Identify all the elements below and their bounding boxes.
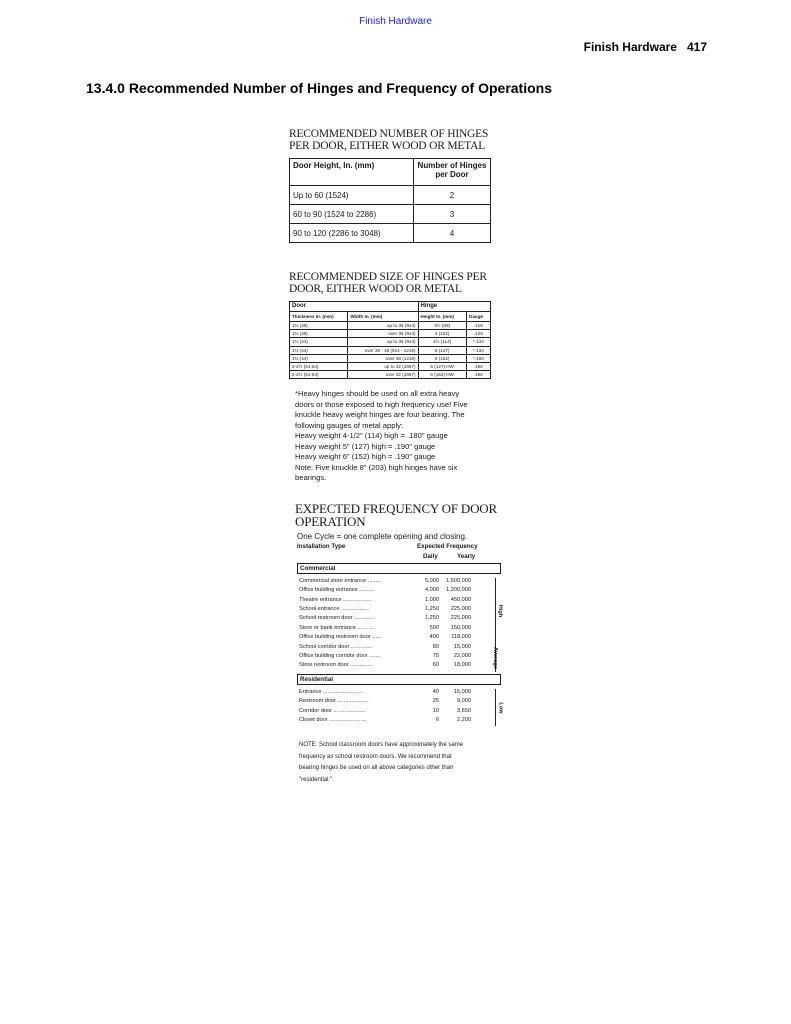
door-height-cell: 60 to 90 (1524 to 2286): [290, 205, 414, 224]
gauge-cell: .119: [466, 322, 490, 330]
hinge-group-header: Hinge: [418, 302, 490, 312]
gauge-cell: *.134: [466, 346, 490, 354]
daily-value: 1,250: [425, 605, 439, 612]
hinge-size-note: [295, 389, 500, 484]
installation-name: School corridor door ..............: [299, 643, 373, 650]
gauge-cell: .129: [466, 330, 490, 338]
hinge-count-row: [290, 224, 491, 243]
door-height-cell: 90 to 120 (2286 to 3048): [290, 224, 414, 243]
width-cell: up to 36 (914): [348, 322, 418, 330]
yearly-value: 15,000: [453, 643, 471, 650]
yearly-value: 15,000: [453, 688, 471, 695]
note-line: Note: Five knuckle 8" (203) high hinges have six: [295, 462, 458, 472]
note-line: bearing hinges be used on all above categories other than: [299, 765, 454, 772]
yearly-value: 1,200,000: [446, 587, 471, 594]
installation-name: Office building corridor door .......: [299, 652, 381, 659]
daily-value: 1,250: [425, 615, 439, 622]
hinge-count-heading: RECOMMENDED NUMBER OF HINGES PER DOOR, EITHER WOOD OR METAL: [289, 128, 489, 152]
hinge-number-cell: 2: [414, 186, 491, 205]
daily-value: 80: [432, 643, 439, 650]
yearly-value: 2,200: [457, 716, 471, 723]
height-cell: 6 (152) HW: [418, 371, 466, 379]
hinge-size-row: [290, 362, 491, 370]
frequency-row: [299, 597, 510, 606]
yearly-value: 3,650: [457, 707, 471, 714]
hinge-number-cell: 4: [414, 224, 491, 243]
width-cell: over 48 (1219): [348, 354, 418, 362]
hinge-size-subheader: Gauge: [466, 312, 490, 322]
note-line: knuckle heavy weight hinges are four bearing. The: [295, 410, 465, 420]
cycle-definition: One Cycle = one complete opening and closing.: [297, 531, 468, 541]
high-group: [285, 578, 510, 644]
daily-label: Daily: [423, 552, 438, 560]
hinge-size-row: [290, 346, 491, 354]
gauge-cell: *.160: [466, 354, 490, 362]
installation-name: Theatre entrance ..................: [299, 596, 372, 603]
frequency-row: [299, 708, 510, 717]
hinge-size-subheader: Width In. (mm): [348, 312, 418, 322]
hinge-count-table: [289, 158, 491, 243]
thickness-cell: 1⅜ (35): [290, 322, 348, 330]
daily-value: 6: [435, 716, 439, 723]
hinge-size-row: [290, 322, 491, 330]
width-cell: over 36 - 48 (914 - 1219): [348, 346, 418, 354]
height-cell: 4½ (114): [418, 338, 466, 346]
yearly-value: 150,000: [450, 624, 471, 631]
hinge-size-row: [290, 354, 491, 362]
note-line: frequency as school restroom doors. We recommend that: [299, 753, 452, 760]
hinge-count-col1: Door Height, In. (mm): [290, 159, 414, 186]
note-line: Heavy weight 6" (152) high = .190" gauge: [295, 452, 436, 462]
door-height-cell: Up to 60 (1524): [290, 186, 414, 205]
hinge-count-row: [290, 186, 491, 205]
thickness-cell: 1¾ (44): [290, 346, 348, 354]
frequency-row: [299, 587, 510, 596]
thickness-cell: 2-2½ (51-64): [290, 362, 348, 370]
width-cell: over 42 (1067): [348, 371, 418, 379]
installation-type-label: Installation Type: [297, 542, 346, 550]
low-label: Low: [497, 701, 504, 714]
note-line: Heavy weight 4-1/2" (114) high = .180" gauge: [295, 431, 448, 441]
hinge-count-row: [290, 205, 491, 224]
frequency-row: [299, 606, 510, 615]
note-line: "residential.": [299, 776, 333, 783]
frequency-note: [299, 740, 499, 786]
hinge-size-row: [290, 338, 491, 346]
yearly-value: 22,000: [453, 652, 471, 659]
frequency-row: [299, 625, 510, 634]
gauge-cell: .190: [466, 362, 490, 370]
residential-label: Residential: [297, 674, 501, 685]
frequency-row: [299, 634, 510, 643]
daily-value: 40: [432, 688, 439, 695]
hinge-size-subheader: Thickness In. (mm): [290, 312, 348, 322]
frequency-row: [299, 689, 510, 698]
thickness-cell: 1¾ (44): [290, 354, 348, 362]
section-title: 13.4.0 Recommended Number of Hinges and Frequency of Operations: [86, 80, 552, 96]
installation-name: Office building restroom door ......: [299, 634, 382, 641]
thickness-cell: 1¾ (44): [290, 338, 348, 346]
hinge-size-row: [290, 371, 491, 379]
frequency-row: [299, 717, 510, 726]
gauge-cell: *.134: [466, 338, 490, 346]
daily-value: 500: [429, 624, 439, 631]
thickness-cell: 2-2½ (51-64): [290, 371, 348, 379]
yearly-value: 225,000: [450, 615, 471, 622]
yearly-value: 450,000: [450, 596, 471, 603]
expected-frequency-label: Expected Frequency: [417, 542, 478, 550]
width-cell: up to 42 (1067): [348, 362, 418, 370]
note-line: doors or those exposed to high frequency use! Five: [295, 399, 468, 409]
commercial-label: Commercial: [297, 563, 501, 574]
daily-value: 4,000: [425, 587, 439, 594]
frequency-row: [299, 662, 510, 671]
hinge-size-subheader: Height In. (mm): [418, 312, 466, 322]
width-cell: up to 36 (914): [348, 338, 418, 346]
daily-value: 25: [432, 698, 439, 705]
height-cell: 5 (127) HW: [418, 362, 466, 370]
height-cell: 3½ (89): [418, 322, 466, 330]
door-group-header: Door: [290, 302, 419, 312]
installation-name: Store restroom door ..............: [299, 662, 373, 669]
average-label: Average: [492, 646, 499, 669]
installation-name: Restroom door ....................: [299, 698, 369, 705]
note-line: bearings.: [295, 473, 327, 483]
installation-name: Office building entrance ..........: [299, 587, 375, 594]
daily-value: 10: [432, 707, 439, 714]
scanned-figure: [285, 126, 510, 786]
top-link[interactable]: Finish Hardware: [359, 16, 432, 27]
installation-name: Closet door ........................: [299, 716, 367, 723]
running-head-title: Finish Hardware: [583, 40, 677, 54]
height-cell: 6 (152): [418, 354, 466, 362]
installation-name: School entrance ..................: [299, 605, 369, 612]
high-label: High: [496, 604, 503, 617]
installation-name: Commercial store entrance ........: [299, 577, 381, 584]
yearly-value: 118,000: [451, 634, 471, 641]
daily-value: 400: [429, 634, 439, 641]
hinge-number-cell: 3: [414, 205, 491, 224]
yearly-value: 225,000: [450, 605, 471, 612]
installation-name: Store or bank entrance ...........: [299, 624, 375, 631]
installation-name: School restroom door .............: [299, 615, 375, 622]
frequency-heading: EXPECTED FREQUENCY OF DOOR OPERATION: [295, 500, 497, 529]
frequency-row: [299, 653, 510, 662]
daily-value: 60: [432, 662, 439, 669]
running-head: [584, 40, 707, 54]
average-group: [285, 644, 510, 672]
width-cell: over 36 (914): [348, 330, 418, 338]
frequency-row: [299, 615, 510, 624]
note-line: following gauges of metal apply:: [295, 420, 404, 430]
height-cell: 5 (127): [418, 346, 466, 354]
installation-name: Entrance ..........................: [299, 688, 364, 695]
yearly-label: Yearly: [457, 552, 476, 560]
note-line: NOTE: School classroom doors have approximately the same: [299, 742, 464, 749]
hinge-size-heading: RECOMMENDED SIZE OF HINGES PER DOOR, EITHER WOOD OR METAL: [289, 271, 487, 295]
frequency-row: [299, 578, 510, 587]
note-line: *Heavy hinges should be used on all extra heavy: [295, 389, 460, 399]
low-group: [285, 689, 510, 727]
yearly-value: 9,000: [457, 698, 471, 705]
thickness-cell: 1⅜ (35): [290, 330, 348, 338]
daily-value: 1,000: [425, 596, 439, 603]
yearly-value: 18,000: [453, 662, 471, 669]
daily-value: 5,000: [425, 577, 439, 584]
hinge-count-col2: Number of Hinges per Door: [414, 159, 491, 186]
daily-value: 75: [432, 652, 439, 659]
height-cell: 4 (102): [418, 330, 466, 338]
yearly-value: 1,500,000: [446, 577, 471, 584]
hinge-size-table: [289, 301, 491, 379]
frequency-row: [299, 644, 510, 653]
frequency-row: [299, 698, 510, 707]
hinge-size-row: [290, 330, 491, 338]
page-number: 417: [686, 40, 707, 54]
installation-name: Corridor door .....................: [299, 707, 367, 714]
gauge-cell: .190: [466, 371, 490, 379]
frequency-column-headers: [297, 541, 510, 563]
note-line: Heavy weight 5" (127) high = .190" gauge: [295, 441, 436, 451]
